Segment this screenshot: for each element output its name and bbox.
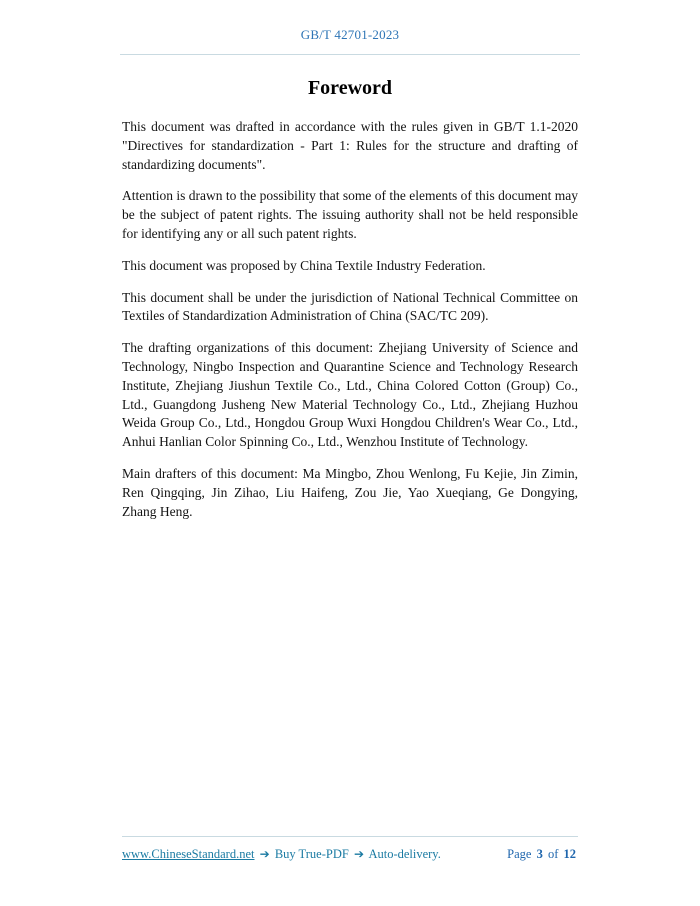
page-current-number: 3 [536,847,543,861]
footer-info [122,847,441,862]
header-doc-number: GB/T 42701-2023 [300,27,400,42]
foreword-paragraph: This document was drafted in accordance with the rules given in GB/T 1.1-2020 "Directives for standardization - Part 1: Rules for the structure and drafting of standardizing documents". [122,119,578,172]
foreword-paragraph: Main drafters of this document: Ma Mingbo, Zhou Wenlong, Fu Kejie, Jin Zimin, Ren Qingqing, Jin Zihao, Liu Haifeng, Zou Jie, Yao Xueqiang, Ge Dongying, Zhang Heng. [122,465,578,519]
foreword-paragraph: The drafting organizations of this document: Zhejiang University of Science and Technology, Ningbo Inspection and Quarantine Science and Technology Research Institute, Zhejiang Jiushun Textile Co., Ltd., China Colored Cotton (Group) Co., Ltd., Guangdong Jusheng New Material Technology Co., Ltd., Zhejiang Huzhou Weida Group Co., Ltd., Hongdou Group Wuxi Hongdou Children's Wear Co., Ltd., Anhui Hanlian Color Spinning Co., Ltd., Wenzhou Institute of Technology. [122,340,578,450]
arrow-right-icon: ➔ [353,847,364,861]
header-divider [120,54,580,55]
footer-buy-text: Buy True-PDF [274,847,349,861]
foreword-paragraph: This document shall be under the jurisdiction of National Technical Committee on Textiles of Standardization Administration of China (SAC/TC 209). [122,289,578,324]
foreword-text [122,118,578,521]
arrow-right-icon: ➔ [259,847,270,861]
footer-divider [122,836,578,837]
page-total-number: 12 [563,847,576,861]
page-label: Page [507,847,532,861]
footer-website-link[interactable]: www.ChineseStandard.net [122,847,255,861]
foreword-paragraph: Attention is drawn to the possibility that some of the elements of this document may be the subject of patent rights. The issuing authority shall not be held responsible for identifying any or all such patent rights. [122,188,578,241]
page-indicator [507,847,578,862]
page-title: Foreword [307,77,393,99]
page-header [0,0,700,55]
footer-delivery-text: Auto-delivery. [368,847,441,861]
foreword-paragraph: This document was proposed by China Textile Industry Federation. [122,257,486,273]
of-label: of [547,847,559,861]
page-footer [122,836,578,862]
page-body [122,77,578,521]
footer-row [122,847,578,862]
